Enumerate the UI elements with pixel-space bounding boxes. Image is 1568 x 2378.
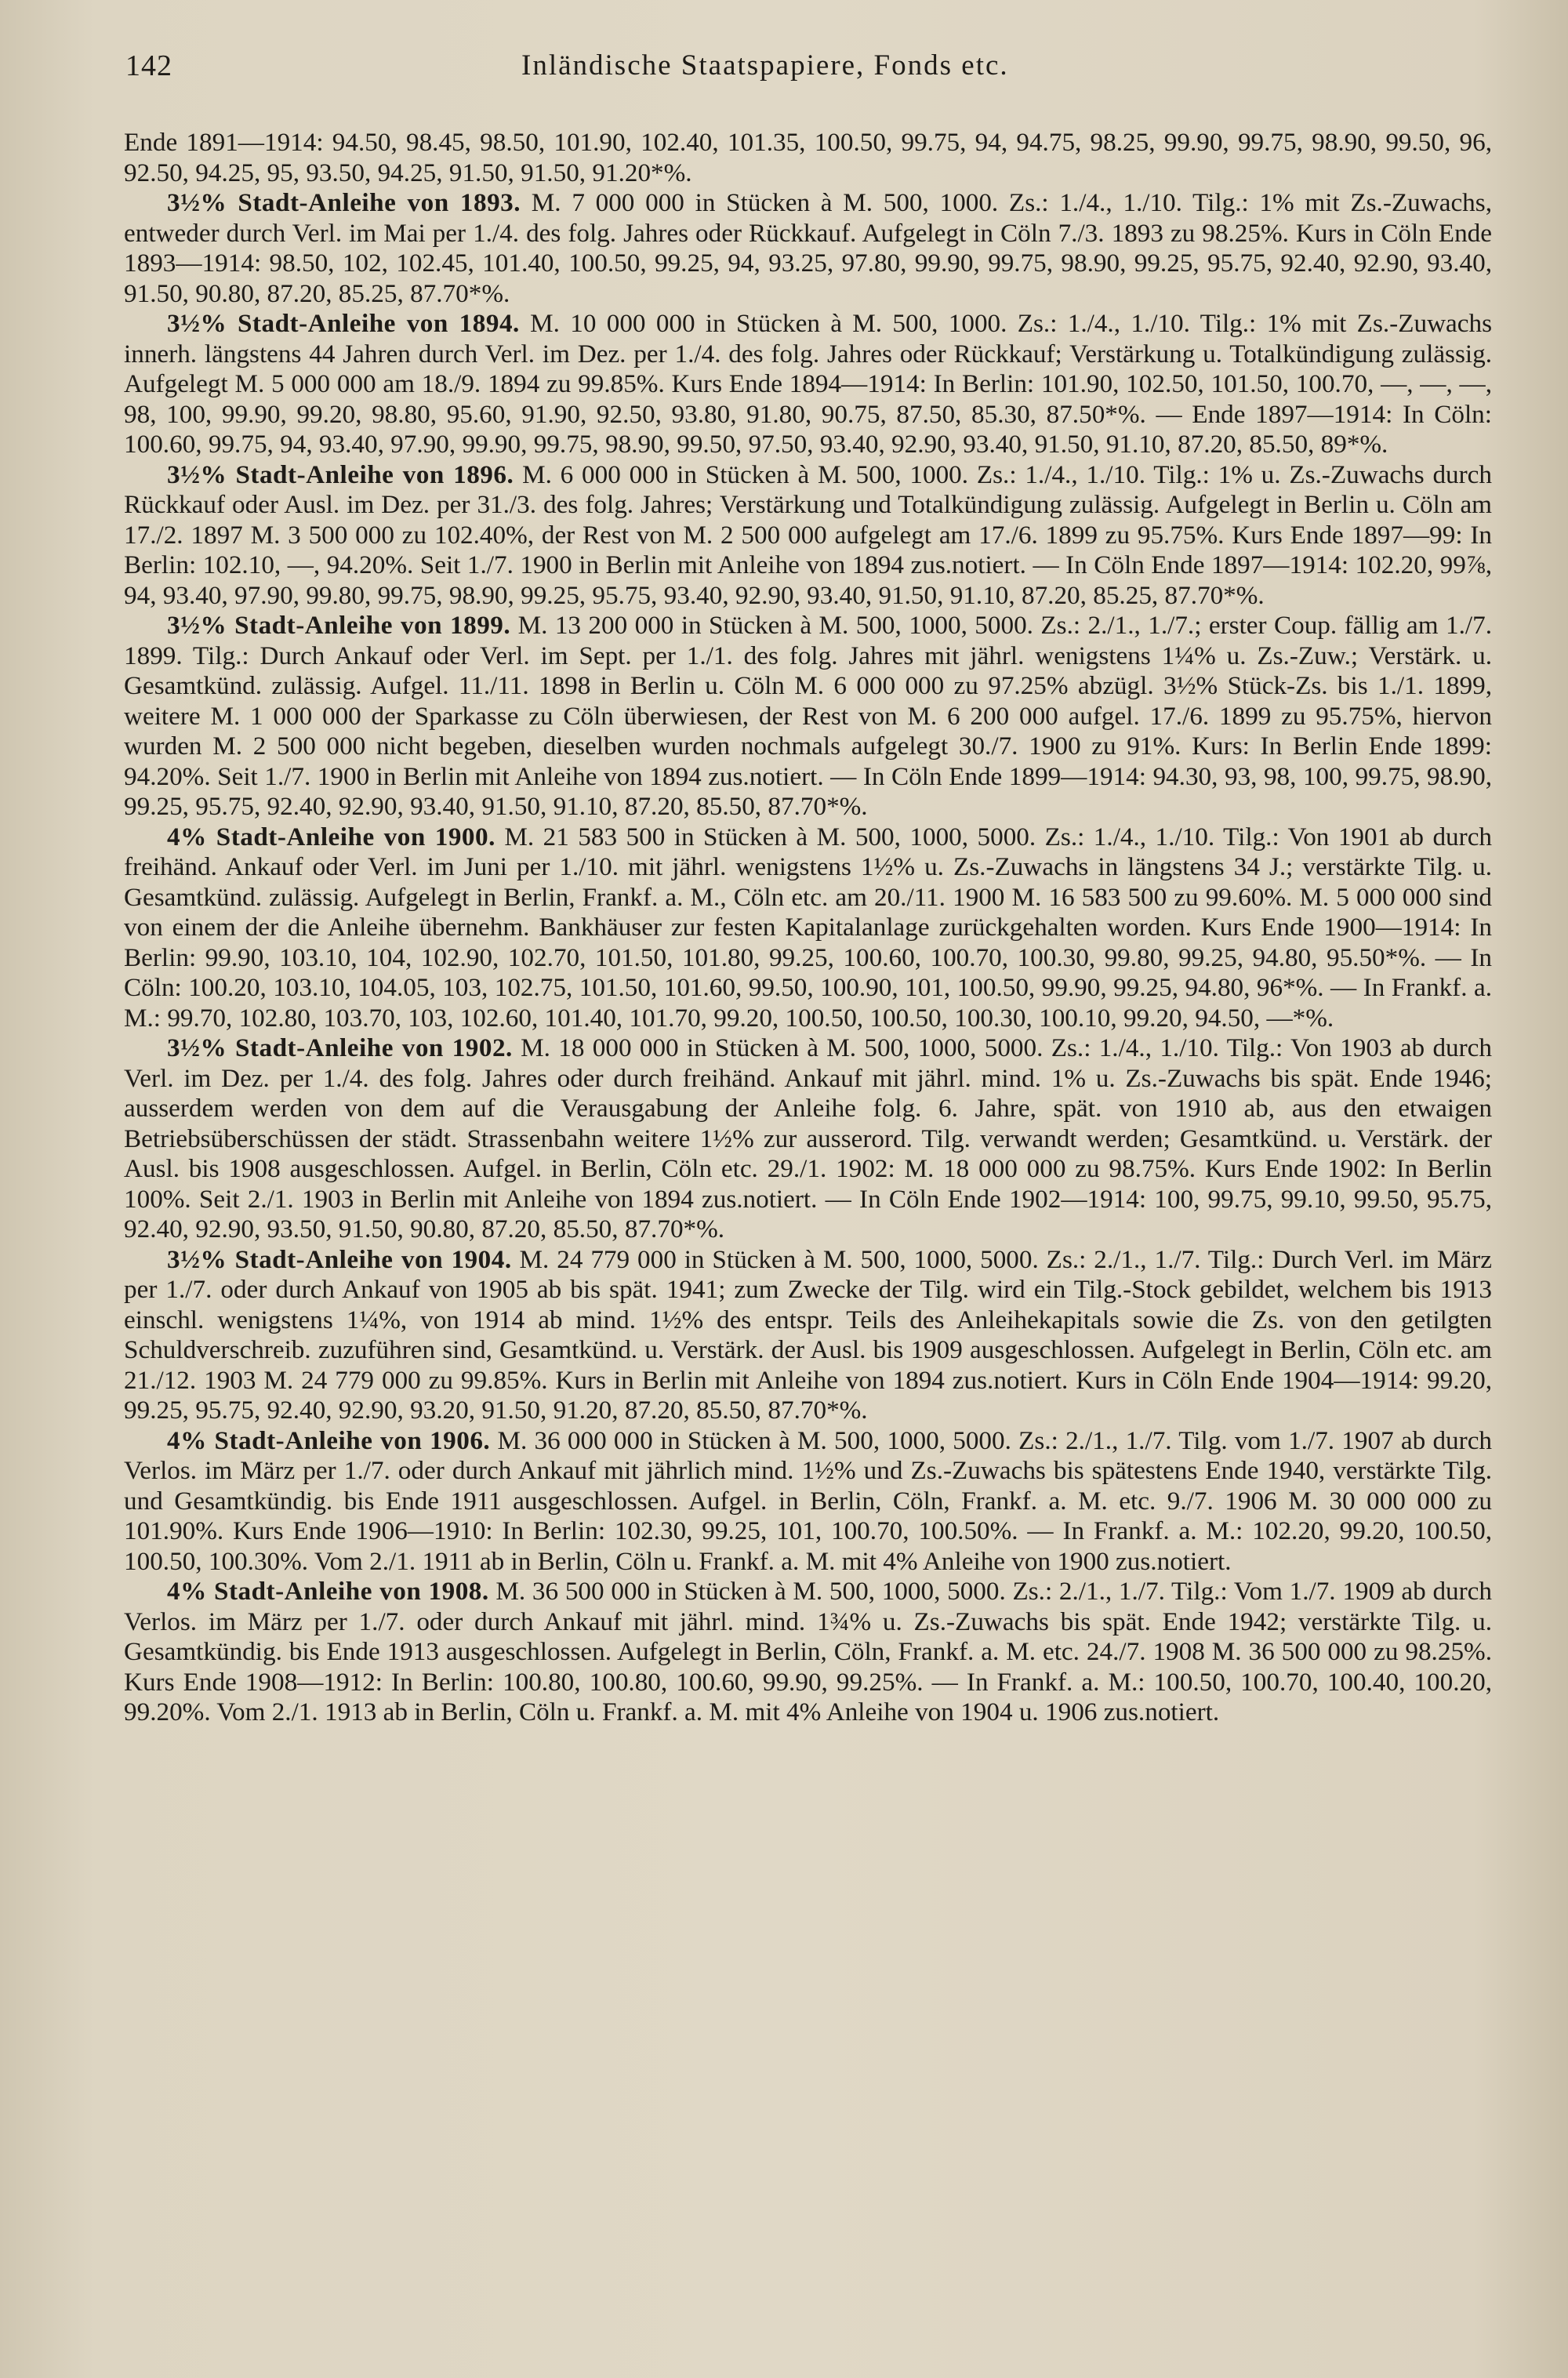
entry-title: 4% Stadt-Anleihe von 1908. [167,1577,489,1606]
entry-anleihe-1902 [124,1033,1492,1245]
entry-text: M. 18 000 000 in Stücken à M. 500, 1000, 5000. Zs.: 1./4., 1./10. Tilg.: Von 1903 ab durch Verl. im Dez. per 1./4. des folg. Jahres oder durch freihänd. Ankauf mit jährl. mind. 1% u. Zs.-Zuwachs bis spät. Ende 1946; ausserdem werden von dem auf die Verausgabung der Anleihe folg. 6. Jahre, spät. von 1910 ab, aus den etwaigen Betriebsüberschüssen der städt. Strassenbahn weitere 1½% zur ausserord. Tilg. verwandt werden; Gesamtkünd. u. Verstärk. der Ausl. bis 1908 ausgeschlossen. Aufgel. in Berlin, Cöln etc. 29./1. 1902: M. 18 000 000 zu 98.75%. Kurs Ende 1902: In Berlin 100%. Seit 2./1. 1903 in Berlin mit Anleihe von 1894 zus.notiert. — In Cöln Ende 1902—1914: 100, 99.75, 99.10, 99.50, 95.75, 92.40, 92.90, 93.50, 91.50, 90.80, 87.20, 85.50, 87.70*%. [124,1033,1493,1243]
entry-anleihe-1894 [124,309,1492,460]
entry-anleihe-1893 [124,188,1492,309]
entry-title: 4% Stadt-Anleihe von 1906. [167,1425,491,1455]
body-text [124,128,1492,1728]
entry-anleihe-1896 [124,460,1492,612]
entry-title: 3½% Stadt-Anleihe von 1894. [167,309,520,338]
entry-anleihe-1899 [124,611,1492,822]
entry-text: M. 24 779 000 in Stücken à M. 500, 1000, 5000. Zs.: 2./1., 1./7. Tilg.: Durch Verl. im März per 1./7. oder durch Ankauf von 1905 ab bis spät. 1941; zum Zwecke der Tilg. wird ein Tilg.-Stock gebildet, welchem bis 1913 einschl. wenigstens 1¼%, von 1914 ab mind. 1½% des entspr. Teils des Anleihekapitals sowie die Zs. von den getilgten Schuldverschreib. zuzuführen sind, Gesamtkünd. u. Verstärk. der Ausl. bis 1909 ausgeschlossen. Aufgelegt in Berlin, Cöln etc. am 21./12. 1903 M. 24 779 000 zu 99.85%. Kurs in Berlin mit Anleihe von 1894 zus.notiert. Kurs in Cöln Ende 1904—1914: 99.20, 99.25, 95.75, 92.40, 92.90, 93.20, 91.50, 91.20, 87.20, 85.50, 87.70*%. [124,1244,1493,1425]
entry-text: M. 6 000 000 in Stücken à M. 500, 1000. Zs.: 1./4., 1./10. Tilg.: 1% u. Zs.-Zuwachs durch Rückkauf oder Ausl. im Dez. per 31./3. des folg. Jahres; Verstärkung und Totalkündigung zulässig. Aufgelegt in Berlin u. Cöln am 17./2. 1897 M. 3 500 000 zu 102.40%, der Rest von M. 2 500 000 aufgelegt am 17./6. 1899 zu 95.75%. Kurs Ende 1897—99: In Berlin: 102.10, —, 94.20%. Seit 1./7. 1900 in Berlin mit Anleihe von 1894 zus.notiert. — In Cöln Ende 1897—1914: 102.20, 99⅞, 94, 93.40, 97.90, 99.80, 99.75, 98.90, 99.25, 95.75, 93.40, 92.90, 93.40, 91.50, 91.10, 87.20, 85.25, 87.70*%. [124,459,1493,610]
entry-text: M. 7 000 000 in Stücken à M. 500, 1000. Zs.: 1./4., 1./10. Tilg.: 1% mit Zs.-Zuwachs, entweder durch Verl. im Mai per 1./4. des folg. Jahres oder Rückkauf. Aufgelegt in Cöln 7./3. 1893 zu 98.25%. Kurs in Cöln Ende 1893—1914: 98.50, 102, 102.45, 101.40, 100.50, 99.25, 94, 93.25, 97.80, 99.90, 99.75, 98.90, 99.25, 95.75, 92.40, 92.90, 93.40, 91.50, 90.80, 87.20, 85.25, 87.70*%. [124,188,1492,308]
entry-anleihe-1908 [124,1577,1492,1728]
entry-title: 3½% Stadt-Anleihe von 1904. [167,1244,512,1274]
continuation-paragraph: Ende 1891—1914: 94.50, 98.45, 98.50, 101.90, 102.40, 101.35, 100.50, 99.75, 94, 94.75, 98.25, 99.90, 99.75, 98.90, 99.50, 96, 92.50, 94.25, 95, 93.50, 94.25, 91.50, 91.50, 91.20*%. [124,128,1492,187]
entry-text: M. 13 200 000 in Stücken à M. 500, 1000, 5000. Zs.: 2./1., 1./7.; erster Coup. fällig am 1./7. 1899. Tilg.: Durch Ankauf oder Verl. im Sept. per 1./1. des folg. Jahres mit jährl. wenigstens 1¼% u. Zs.-Zuw.; Verstärk. u. Gesamtkünd. zulässig. Aufgel. 11./11. 1898 in Berlin u. Cöln M. 6 000 000 zu 97.25% abzügl. 3½% Stück-Zs. bis 1./1. 1899, weitere M. 1 000 000 der Sparkasse zu Cöln überwiesen, der Rest von M. 6 200 000 aufgel. 17./6. 1899 zu 95.75%, hiervon wurden M. 2 500 000 nicht begeben, dieselben wurden nochmals aufgelegt 30./7. 1900 zu 91%. Kurs: In Berlin Ende 1899: 94.20%. Seit 1./7. 1900 in Berlin mit Anleihe von 1894 zus.notiert. — In Cöln Ende 1899—1914: 94.30, 93, 98, 100, 99.75, 98.90, 99.25, 95.75, 92.40, 92.90, 93.40, 91.50, 91.10, 87.20, 85.50, 87.70*%. [124,611,1493,821]
entry-anleihe-1904 [124,1245,1492,1426]
running-title: Inländische Staatspapiere, Fonds etc. [521,49,1009,82]
entry-text: M. 36 000 000 in Stücken à M. 500, 1000, 5000. Zs.: 2./1., 1./7. Tilg. vom 1./7. 1907 ab durch Verlos. im März per 1./7. oder durch Ankauf mit jährlich mind. 1½% und Zs.-Zuwachs bis spätestens Ende 1940, verstärkte Tilg. und Gesamtkündig. bis Ende 1911 ausgeschlossen. Aufgel. in Berlin, Cöln, Frankf. a. M. etc. 9./7. 1906 M. 30 000 000 zu 101.90%. Kurs Ende 1906—1910: In Berlin: 102.30, 99.25, 101, 100.70, 100.50%. — In Frankf. a. M.: 102.20, 99.20, 100.50, 100.50, 100.30%. Vom 2./1. 1911 ab in Berlin, Cöln u. Frankf. a. M. mit 4% Anleihe von 1900 zus.notiert. [124,1425,1493,1576]
entry-title: 3½% Stadt-Anleihe von 1896. [167,459,514,489]
page-number: 142 [125,49,172,82]
entry-title: 3½% Stadt-Anleihe von 1893. [167,188,521,217]
entry-title: 4% Stadt-Anleihe von 1900. [167,822,495,851]
entry-title: 3½% Stadt-Anleihe von 1899. [167,611,511,640]
page-header [125,49,1490,96]
entry-anleihe-1900 [124,822,1492,1034]
entry-title: 3½% Stadt-Anleihe von 1902. [167,1033,513,1062]
entry-text: M. 36 500 000 in Stücken à M. 500, 1000, 5000. Zs.: 2./1., 1./7. Tilg.: Vom 1./7. 1909 ab durch Verlos. im März per 1./7. oder durch Ankauf mit jährl. mind. 1¾% u. Zs.-Zuwachs bis spät. Ende 1942; verstärkte Tilg. u. Gesamtkündig. bis Ende 1913 ausgeschlossen. Aufgelegt in Berlin, Cöln, Frankf. a. M. etc. 24./7. 1908 M. 36 500 000 zu 98.25%. Kurs Ende 1908—1912: In Berlin: 100.80, 100.80, 100.60, 99.90, 99.25%. — In Frankf. a. M.: 100.50, 100.70, 100.40, 100.20, 99.20%. Vom 2./1. 1913 ab in Berlin, Cöln u. Frankf. a. M. mit 4% Anleihe von 1904 u. 1906 zus.notiert. [124,1577,1493,1726]
entry-anleihe-1906 [124,1426,1492,1577]
entry-text: M. 21 583 500 in Stücken à M. 500, 1000, 5000. Zs.: 1./4., 1./10. Tilg.: Von 1901 ab durch freihänd. Ankauf oder Verl. im Juni per 1./10. mit jährl. wenigstens 1½% u. Zs.-Zuwachs in längstens 34 J.; verstärkte Tilg. u. Gesamtkünd. zulässig. Aufgelegt in Berlin, Frankf. a. M., Cöln etc. am 20./11. 1900 M. 16 583 500 zu 99.60%. M. 5 000 000 sind von einem der die Anleihe übernehm. Bankhäuser zur festen Kapitalanlage zurückgehalten worden. Kurs Ende 1900—1914: In Berlin: 99.90, 103.10, 104, 102.90, 102.70, 101.50, 101.80, 99.25, 100.60, 100.70, 100.30, 99.80, 99.25, 94.80, 95.50*%. — In Cöln: 100.20, 103.10, 104.05, 103, 102.75, 101.50, 101.60, 99.50, 100.90, 101, 100.50, 99.90, 99.25, 94.80, 96*%. — In Frankf. a. M.: 99.70, 102.80, 103.70, 103, 102.60, 101.40, 101.70, 99.20, 100.50, 100.50, 100.30, 100.10, 99.20, 94.50, —*%. [124,822,1493,1033]
entry-text: M. 10 000 000 in Stücken à M. 500, 1000. Zs.: 1./4., 1./10. Tilg.: 1% mit Zs.-Zuwachs innerh. längstens 44 Jahren durch Verl. im Dez. per 1./4. des folg. Jahres oder Rückkauf; Verstärkung u. Totalkündigung zulässig. Aufgelegt M. 5 000 000 am 18./9. 1894 zu 99.85%. Kurs Ende 1894—1914: In Berlin: 101.90, 102.50, 101.50, 100.70, —, —, —, 98, 100, 99.90, 99.20, 98.80, 95.60, 91.90, 92.50, 93.80, 91.80, 90.75, 87.50, 85.30, 87.50*%. — Ende 1897—1914: In Cöln: 100.60, 99.75, 94, 93.40, 97.90, 99.90, 99.75, 98.90, 99.50, 97.50, 93.40, 92.90, 93.40, 91.50, 91.10, 87.20, 85.50, 89*%. [124,309,1493,459]
